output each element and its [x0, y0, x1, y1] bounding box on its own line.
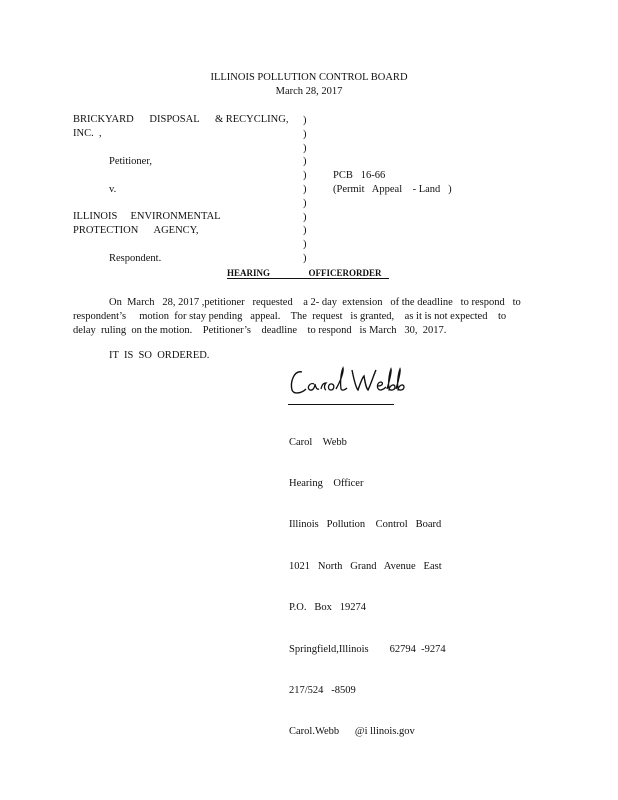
petitioner-role: Petitioner,: [109, 156, 153, 167]
order-title-officer-order: OFFICERORDER: [308, 268, 382, 278]
handwritten-signature: [288, 362, 418, 398]
petitioner-name-line2: INC. ,: [73, 128, 102, 139]
signer-name: Carol Webb: [289, 436, 347, 448]
phone-number: 217/524 -8509: [289, 684, 356, 696]
signature-line: [288, 404, 394, 405]
order-title-hearing: HEARING: [227, 268, 271, 278]
paren: ): [303, 211, 307, 223]
paren: ): [303, 170, 307, 182]
order-title: [227, 268, 389, 279]
email-address: Carol.Webb @i llinois.gov: [289, 726, 415, 738]
so-ordered: IT IS SO ORDERED.: [109, 350, 210, 361]
caption-parens: [303, 114, 307, 266]
case-number: PCB 16-66: [333, 170, 386, 181]
agency-name: ILLINOIS POLLUTION CONTROL BOARD: [210, 72, 408, 83]
paren: ): [303, 142, 307, 154]
paren: ): [303, 183, 307, 195]
paren: ): [303, 225, 307, 237]
signer-title: Hearing Officer: [289, 477, 364, 489]
body-line-3: delay ruling on the motion. Petitioner’s deadline to respond is March 30, 2017.: [73, 325, 447, 336]
signer-organization: Illinois Pollution Control Board: [289, 519, 442, 531]
paren: ): [303, 156, 307, 168]
body-line-2: respondent’s motion for stay pending appeal. The request is granted, as it is not expected to: [73, 311, 507, 322]
paren: ): [303, 252, 307, 264]
order-date: March 28, 2017: [275, 86, 343, 97]
paren: ): [303, 115, 307, 126]
case-type: (Permit Appeal - Land ): [333, 184, 452, 195]
signature-block: [289, 408, 446, 753]
respondent-role: Respondent.: [109, 253, 162, 264]
address-po-box: P.O. Box 19274: [289, 602, 367, 614]
signature-image: [288, 362, 418, 398]
respondent-name-line2: PROTECTION AGENCY,: [73, 225, 199, 236]
address-street: 1021 North Grand Avenue East: [289, 560, 442, 572]
versus: v.: [109, 184, 117, 195]
paren: ): [303, 239, 307, 251]
address-city: Springfield,Illinois 62794 -9274: [289, 643, 446, 655]
petitioner-name-line1: BRICKYARD DISPOSAL & RECYCLING,: [73, 114, 289, 125]
respondent-name-line1: ILLINOIS ENVIRONMENTAL: [73, 211, 221, 222]
body-line-1: On March 28, 2017 ,petitioner requested a 2- day extension of the deadline to respond to: [109, 297, 521, 308]
paren: ): [303, 128, 307, 140]
paren: ): [303, 197, 307, 209]
